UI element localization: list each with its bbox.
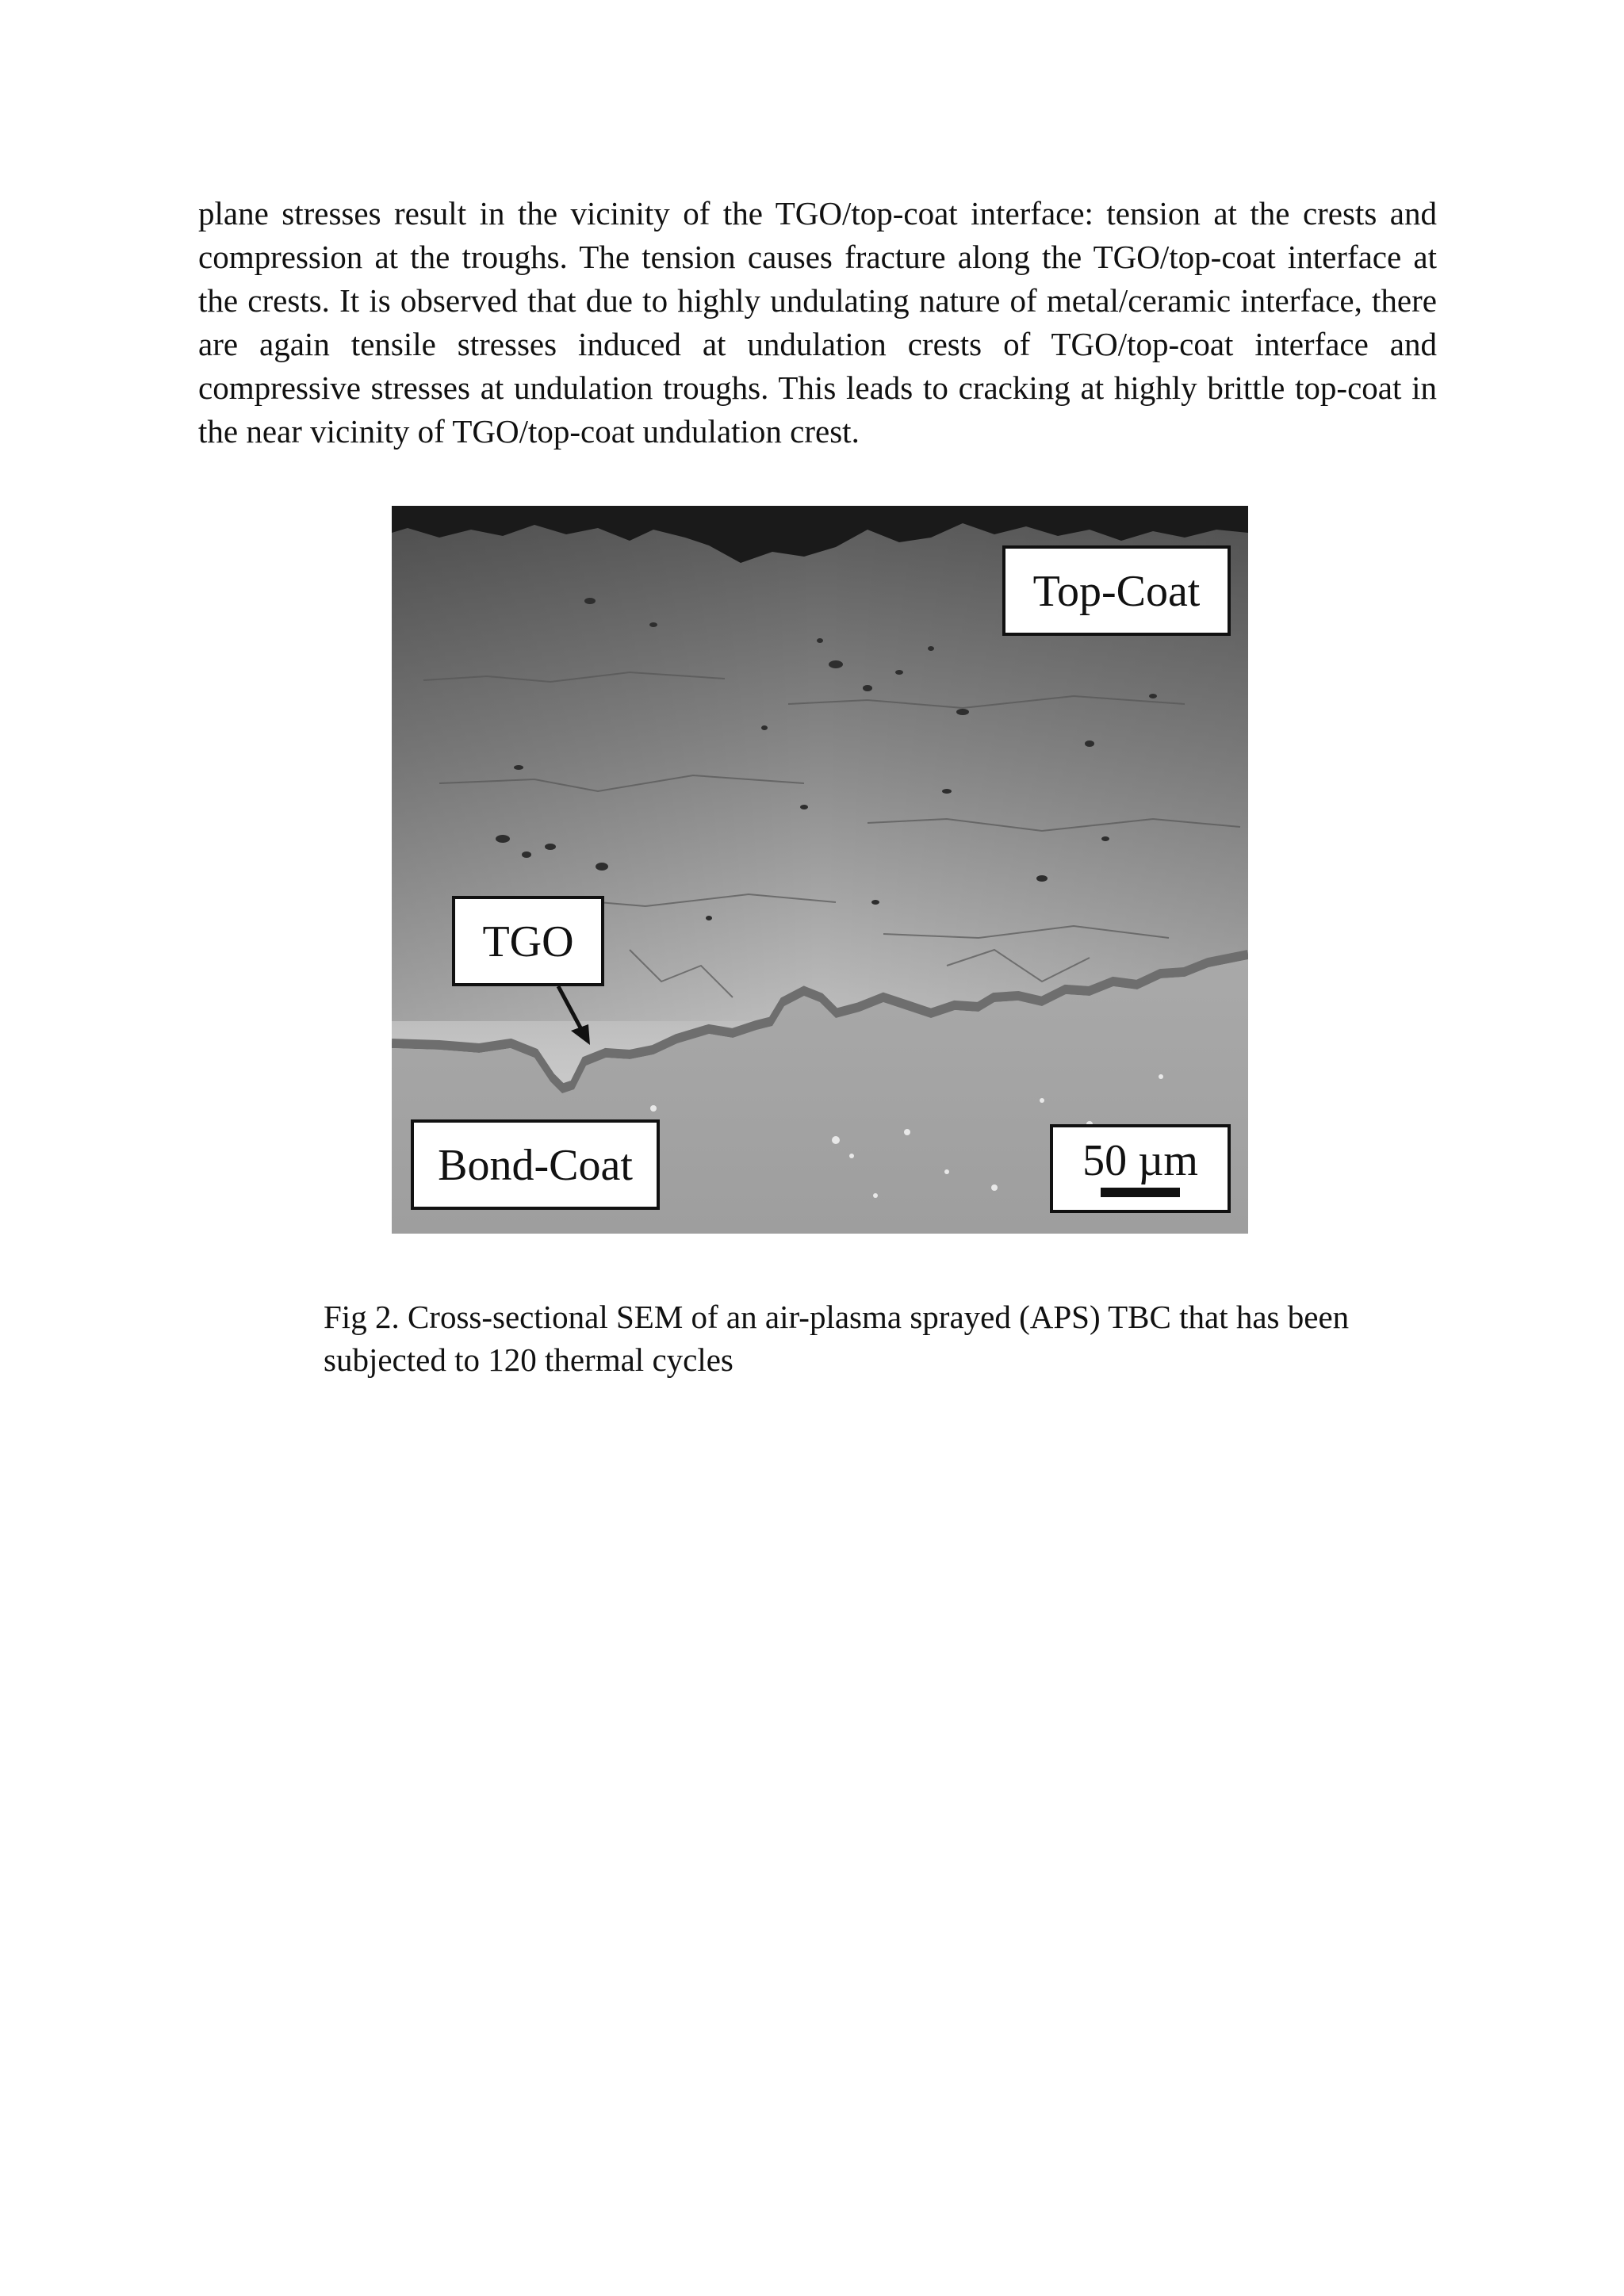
figure-caption: Fig 2. Cross-sectional SEM of an air-plasma sprayed (APS) TBC that has been subjected to 120 thermal cycles: [324, 1299, 1350, 1378]
top-coat-label: [1004, 547, 1229, 634]
body-paragraph: plane stresses result in the vicinity of the TGO/top-coat interface: tension at the crests and compression at the troughs. The tension causes fracture along the TGO/top-coat interface at the crests. It is observed that due to highly undulating nature of metal/ceramic interface, there are again tensile stresses induced at undulation crests of TGO/top-coat interface and compressive stresses at undulation troughs. This leads to cracking at highly brittle top-coat in the near vicinity of TGO/top-coat undulation crest.: [198, 195, 1437, 450]
scale-bar: [1101, 1188, 1180, 1197]
tgo-label: [454, 897, 603, 985]
scale-bar-box: [1051, 1126, 1229, 1211]
bond-coat-label: [412, 1121, 658, 1208]
svg-text:50 µm: 50 µm: [1082, 1136, 1198, 1185]
sem-image: [392, 506, 1248, 1234]
svg-text:Top-Coat: Top-Coat: [1032, 567, 1201, 616]
svg-text:TGO: TGO: [482, 917, 574, 966]
sem-micrograph: [392, 506, 1248, 1234]
svg-text:Bond-Coat: Bond-Coat: [438, 1141, 633, 1190]
